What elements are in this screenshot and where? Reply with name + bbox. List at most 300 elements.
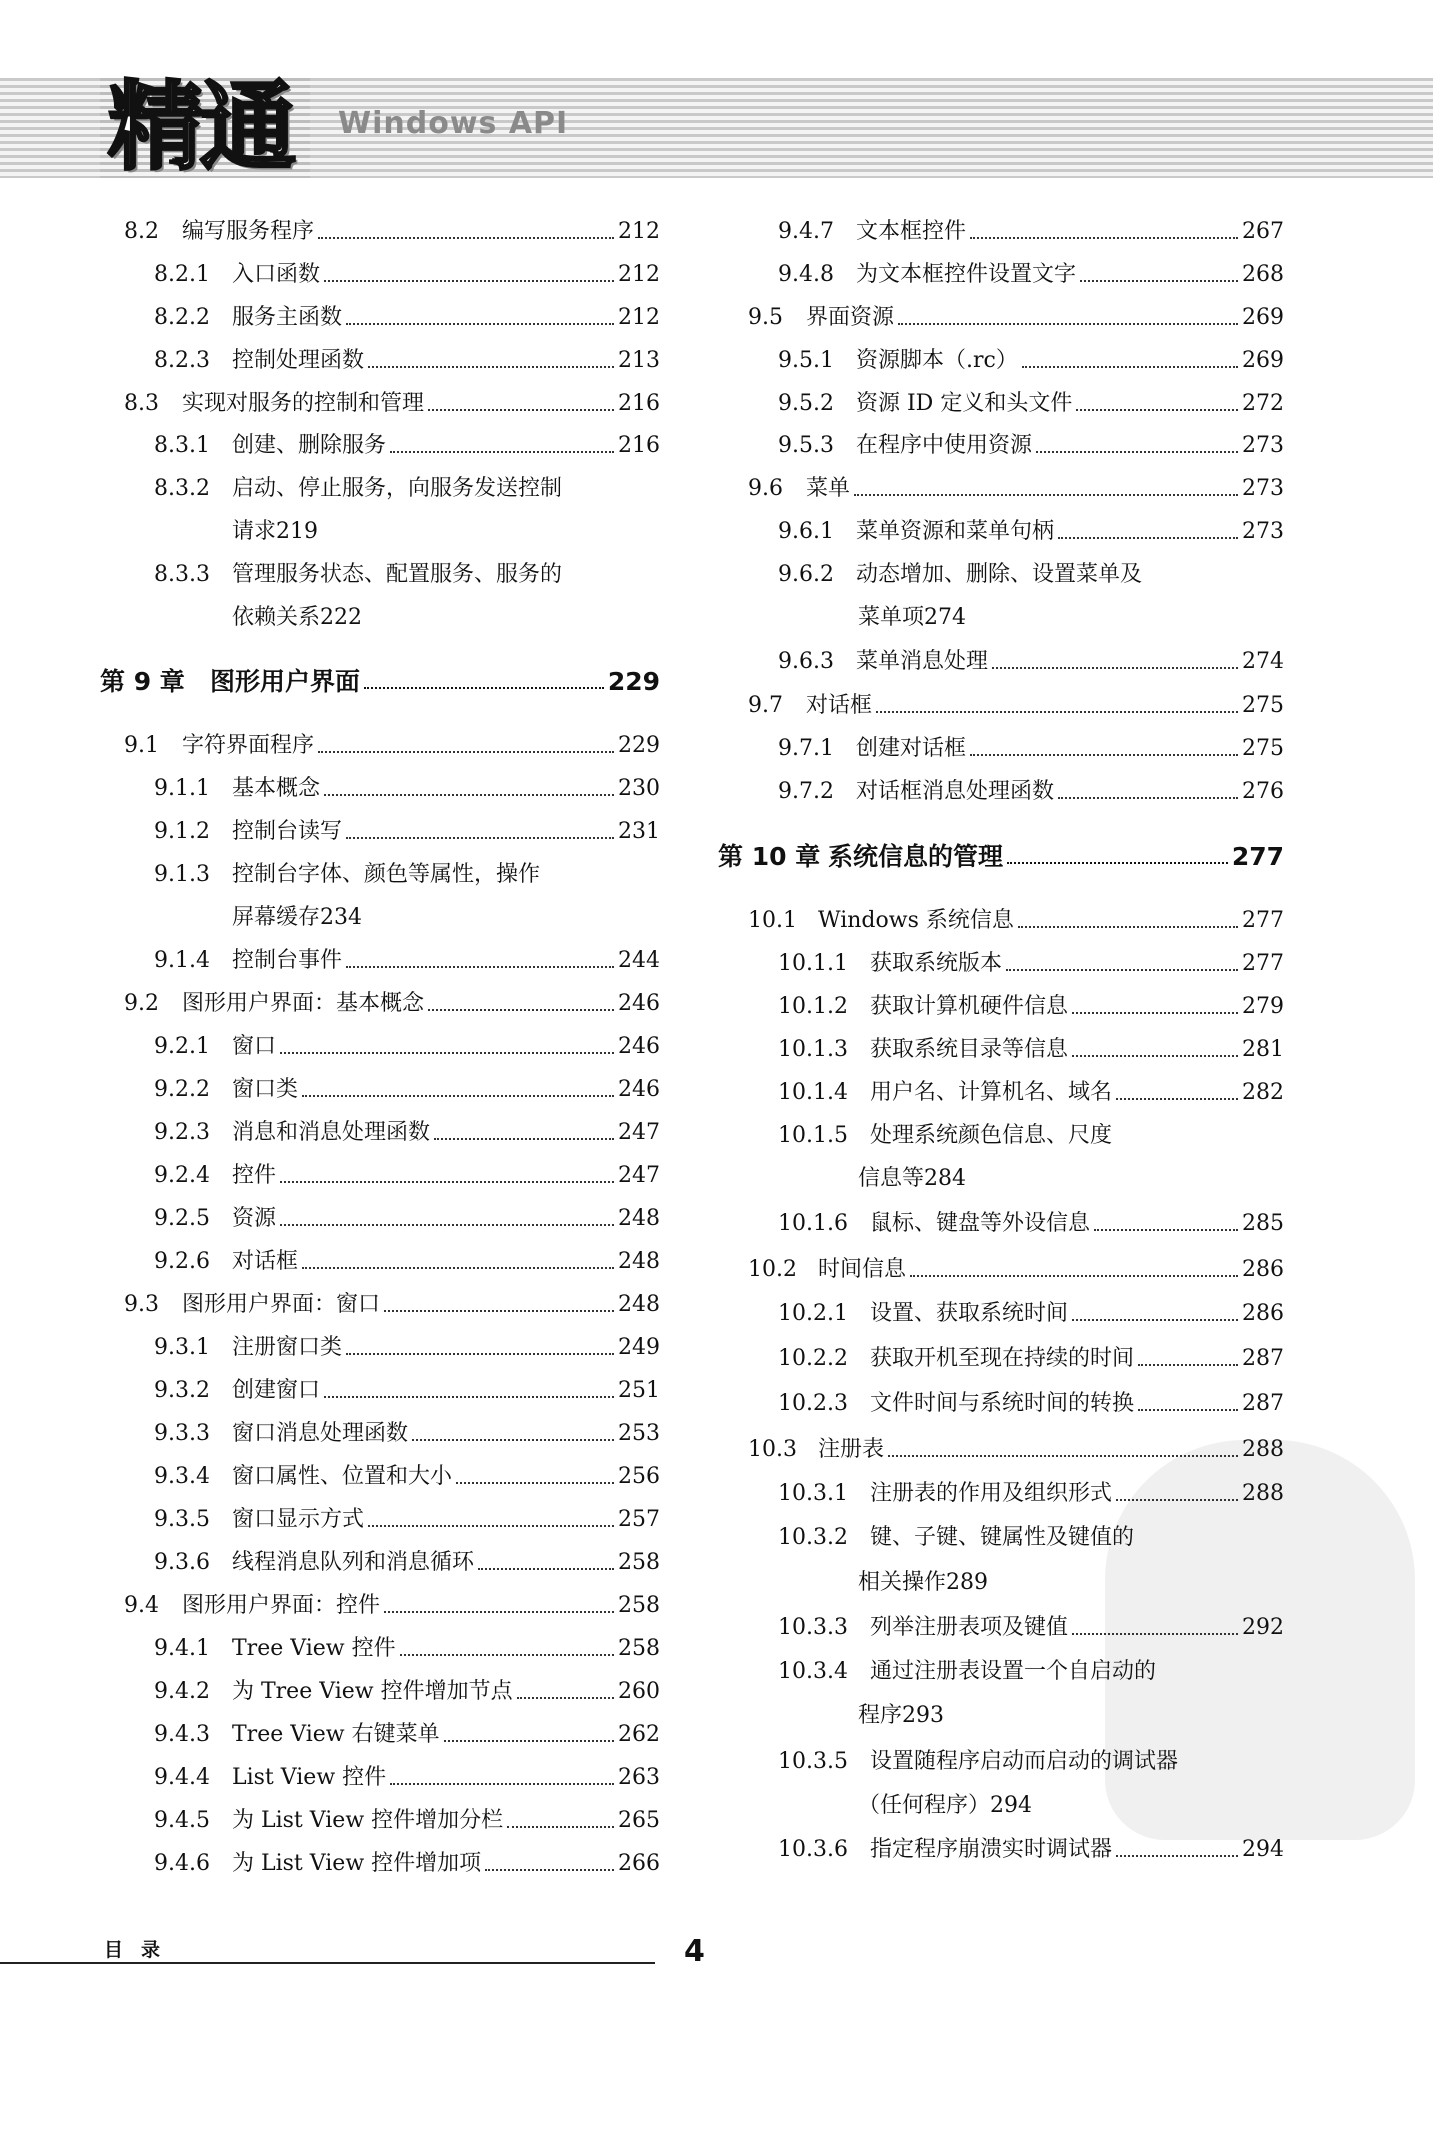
toc-entry-title: 键、子键、键属性及键值的	[870, 1525, 1135, 1550]
toc-entry-title: 注册表的作用及组织形式	[870, 1481, 1113, 1506]
dot-leader	[517, 1697, 614, 1699]
toc-chapter-entry	[100, 655, 660, 695]
toc-entry-title: 设置、获取系统时间	[870, 1301, 1069, 1326]
toc-entry	[718, 505, 1284, 545]
dot-leader	[318, 751, 614, 753]
toc-entry-page: 269	[1242, 348, 1284, 373]
toc-entry-number: 9.4.2	[154, 1679, 210, 1704]
dot-leader	[280, 1181, 614, 1183]
toc-entry-page: 275	[1242, 693, 1284, 718]
toc-entry-number: 9.5.2	[778, 391, 834, 416]
toc-entry-title: 获取系统版本	[870, 951, 1003, 976]
toc-entry-title: 控制台字体、颜色等属性，操作	[232, 862, 541, 887]
toc-entry-page: 231	[618, 819, 660, 844]
toc-entry	[718, 1243, 1284, 1283]
toc-entry	[100, 934, 660, 974]
toc-entry-number: 9.3.4	[154, 1464, 210, 1489]
toc-entry	[100, 591, 660, 631]
toc-entry-page: 277	[1242, 908, 1284, 933]
toc-entry-number: 9.1.2	[154, 819, 210, 844]
toc-entry-title: 文件时间与系统时间的转换	[870, 1391, 1135, 1416]
toc-entry	[100, 377, 660, 417]
dot-leader	[1022, 366, 1238, 368]
toc-entry-page: 286	[1242, 1257, 1284, 1282]
dot-leader	[346, 1353, 614, 1355]
toc-entry	[100, 1192, 660, 1232]
toc-entry-number: 9.2.3	[154, 1120, 210, 1145]
toc-entry	[718, 1109, 1284, 1149]
toc-entry-title: 字符界面程序	[182, 733, 315, 758]
toc-entry	[718, 205, 1284, 245]
toc-entry-page: 230	[618, 776, 660, 801]
toc-entry-number: 8.3	[124, 391, 159, 416]
toc-entry-number: 8.2.2	[154, 305, 210, 330]
toc-entry	[718, 591, 1284, 631]
toc-entry-page: 257	[618, 1507, 660, 1532]
toc-entry-page: 285	[1242, 1211, 1284, 1236]
dot-leader	[368, 366, 614, 368]
dot-leader	[854, 494, 1238, 496]
toc-entry-number: 10.3.3	[778, 1615, 848, 1640]
toc-entry-page: 222	[320, 605, 363, 630]
dot-leader	[1036, 451, 1238, 453]
toc-entry-title: 设置随程序启动而启动的调试器	[870, 1749, 1179, 1774]
toc-entry	[100, 762, 660, 802]
toc-entry-number: 10.1.1	[778, 951, 848, 976]
toc-entry-page: 274	[1242, 649, 1284, 674]
toc-entry	[100, 1665, 660, 1705]
toc-entry-title: 对话框消息处理函数	[856, 779, 1055, 804]
toc-entry-number: 9.6.1	[778, 519, 834, 544]
toc-entry-page: 251	[618, 1378, 660, 1403]
toc-entry-title: Tree View 控件	[232, 1636, 396, 1661]
toc-entry-number: 10.1.4	[778, 1080, 848, 1105]
dot-leader	[280, 1224, 614, 1226]
toc-entry-number: 10.2.1	[778, 1301, 848, 1326]
toc-entry	[100, 1321, 660, 1361]
toc-entry-title: 在程序中使用资源	[856, 433, 1033, 458]
dot-leader	[346, 966, 614, 968]
toc-entry-page: 287	[1242, 1391, 1284, 1416]
toc-entry-number: 9.5.1	[778, 348, 834, 373]
toc-entry	[100, 1364, 660, 1404]
toc-entry-page: 276	[1242, 779, 1284, 804]
toc-entry	[100, 334, 660, 374]
toc-entry-number: 9.2	[124, 991, 159, 1016]
toc-entry-page: 258	[618, 1550, 660, 1575]
dot-leader	[434, 1138, 614, 1140]
toc-entry-page: 275	[1242, 736, 1284, 761]
toc-entry-title: List View 控件	[232, 1765, 387, 1790]
dot-leader	[428, 409, 614, 411]
toc-entry-title: 系统信息的管理	[828, 842, 1004, 871]
dot-leader	[1080, 280, 1238, 282]
toc-entry	[100, 1622, 660, 1662]
toc-entry-number: 9.1.4	[154, 948, 210, 973]
toc-entry-number: 9.1.1	[154, 776, 210, 801]
toc-entry	[718, 1023, 1284, 1063]
dot-leader	[1072, 1055, 1238, 1057]
book-logo: 精通	[108, 71, 292, 183]
toc-entry-title: 请求	[232, 519, 277, 544]
toc-entry-title: 为 Tree View 控件增加节点	[232, 1679, 513, 1704]
toc-entry-number: 9.4.7	[778, 219, 834, 244]
toc-entry-number: 10.2	[748, 1257, 797, 1282]
toc-entry-number: 9.2.5	[154, 1206, 210, 1231]
dot-leader	[346, 323, 614, 325]
toc-entry-number: 8.2	[124, 219, 159, 244]
toc-entry	[718, 1601, 1284, 1641]
toc-entry-page: 279	[1242, 994, 1284, 1019]
toc-entry-number: 9.4	[124, 1593, 159, 1618]
toc-entry-title: 为文本框控件设置文字	[856, 262, 1077, 287]
toc-entry-number: 10.2.2	[778, 1346, 848, 1371]
toc-entry	[718, 1066, 1284, 1106]
toc-entry-title: 服务主函数	[232, 305, 343, 330]
toc-entry-title: 信息等	[858, 1166, 925, 1191]
toc-entry-page: 286	[1242, 1301, 1284, 1326]
toc-entry-number: 9.3.5	[154, 1507, 210, 1532]
toc-entry-number: 10.3.2	[778, 1525, 848, 1550]
toc-entry	[718, 1689, 1284, 1729]
dot-leader	[1072, 1319, 1238, 1321]
toc-entry	[100, 462, 660, 502]
toc-entry-page: 273	[1242, 433, 1284, 458]
toc-entry-page: 292	[1242, 1615, 1284, 1640]
toc-entry-number: 9.3.1	[154, 1335, 210, 1360]
toc-entry-page: 256	[618, 1464, 660, 1489]
toc-entry-number: 9.1	[124, 733, 159, 758]
dot-leader	[1007, 862, 1228, 864]
toc-entry-page: 258	[618, 1593, 660, 1618]
toc-entry-number: 8.2.3	[154, 348, 210, 373]
toc-entry-title: 鼠标、键盘等外设信息	[870, 1211, 1091, 1236]
toc-entry-title: 处理系统颜色信息、尺度	[870, 1123, 1113, 1148]
toc-entry-number: 9.1.3	[154, 862, 210, 887]
toc-entry	[718, 1152, 1284, 1192]
toc-entry	[718, 1735, 1284, 1775]
toc-entry-title: 注册窗口类	[232, 1335, 343, 1360]
toc-entry	[100, 977, 660, 1017]
toc-entry	[100, 1063, 660, 1103]
toc-entry	[100, 548, 660, 588]
toc-entry-page: 274	[924, 605, 967, 630]
toc-entry	[718, 377, 1284, 417]
toc-entry-number: 10.1.6	[778, 1211, 848, 1236]
toc-entry-page: 273	[1242, 519, 1284, 544]
toc-entry-title: 资源脚本（.rc）	[856, 348, 1018, 373]
toc-entry-number: 8.3.1	[154, 433, 210, 458]
toc-entry	[718, 1423, 1284, 1463]
dot-leader	[368, 1525, 614, 1527]
toc-entry-title: 获取开机至现在持续的时间	[870, 1346, 1135, 1371]
toc-entry-number: 9.2.4	[154, 1163, 210, 1188]
toc-entry-title: 窗口显示方式	[232, 1507, 365, 1532]
toc-entry-number: 9.4.3	[154, 1722, 210, 1747]
toc-entry	[100, 1020, 660, 1060]
toc-entry-title: Tree View 右键菜单	[232, 1722, 440, 1747]
toc-entry	[100, 1450, 660, 1490]
toc-entry-page: 229	[618, 733, 660, 758]
toc-entry-number: 8.3.3	[154, 562, 210, 587]
toc-entry	[718, 334, 1284, 374]
toc-entry-title: 动态增加、删除、设置菜单及	[856, 562, 1143, 587]
dot-leader	[898, 323, 1238, 325]
toc-entry	[100, 505, 660, 545]
dot-leader	[507, 1826, 614, 1828]
toc-entry-number: 9.3	[124, 1292, 159, 1317]
toc-entry-title: 实现对服务的控制和管理	[182, 391, 425, 416]
toc-entry-title: 启动、停止服务，向服务发送控制	[232, 476, 563, 501]
toc-entry-page: 248	[618, 1292, 660, 1317]
toc-entry-title: 创建、删除服务	[232, 433, 387, 458]
toc-entry-number: 9.2.1	[154, 1034, 210, 1059]
toc-entry-page: 253	[618, 1421, 660, 1446]
toc-entry-number: 10.1.2	[778, 994, 848, 1019]
toc-entry-page: 216	[618, 391, 660, 416]
toc-entry-title: Windows 系统信息	[818, 908, 1014, 933]
toc-entry	[718, 462, 1284, 502]
toc-entry-title: 管理服务状态、配置服务、服务的	[232, 562, 563, 587]
toc-entry	[718, 419, 1284, 459]
toc-entry-title: 获取系统目录等信息	[870, 1037, 1069, 1062]
toc-entry-number: 9.5	[748, 305, 783, 330]
toc-entry-title: 资源 ID 定义和头文件	[856, 391, 1073, 416]
toc-entry-number: 10.3.6	[778, 1837, 848, 1862]
toc-entry-number: 9.3.6	[154, 1550, 210, 1575]
dot-leader	[992, 667, 1238, 669]
toc-entry-page: 263	[618, 1765, 660, 1790]
toc-entry-page: 249	[618, 1335, 660, 1360]
toc-entry	[100, 1837, 660, 1877]
toc-entry-title: 图形用户界面：基本概念	[182, 991, 425, 1016]
toc-entry-number: 9.6	[748, 476, 783, 501]
toc-entry-title: 菜单资源和菜单句柄	[856, 519, 1055, 544]
toc-entry	[718, 765, 1284, 805]
toc-entry-title: 通过注册表设置一个自启动的	[870, 1659, 1157, 1684]
toc-entry-title: 依赖关系	[232, 605, 321, 630]
toc-entry-title: 为 List View 控件增加分栏	[232, 1808, 504, 1833]
toc-entry-page: 247	[618, 1163, 660, 1188]
toc-entry	[718, 1556, 1284, 1596]
toc-entry-number: 9.7	[748, 693, 783, 718]
toc-entry-number: 10.2.3	[778, 1391, 848, 1416]
dot-leader	[1006, 969, 1238, 971]
toc-entry	[718, 1467, 1284, 1507]
toc-entry	[718, 679, 1284, 719]
toc-entry-number: 9.4.8	[778, 262, 834, 287]
dot-leader	[1058, 797, 1238, 799]
toc-entry-title: 注册表	[818, 1437, 885, 1462]
toc-entry-title: 程序	[858, 1703, 903, 1728]
toc-entry-page: 289	[946, 1570, 989, 1595]
toc-entry-page: 262	[618, 1722, 660, 1747]
toc-entry-number: 9.4.6	[154, 1851, 210, 1876]
toc-entry	[718, 635, 1284, 675]
toc-entry-title: 编写服务程序	[182, 219, 315, 244]
toc-entry-page: 260	[618, 1679, 660, 1704]
toc-entry-title: （任何程序）	[858, 1793, 991, 1818]
toc-entry-number: 9.2.6	[154, 1249, 210, 1274]
toc-entry-page: 267	[1242, 219, 1284, 244]
toc-entry	[100, 719, 660, 759]
dot-leader	[390, 1783, 614, 1785]
dot-leader	[970, 237, 1238, 239]
toc-entry-page: 294	[1242, 1837, 1284, 1862]
dot-leader	[1072, 1012, 1238, 1014]
dot-leader	[1138, 1409, 1238, 1411]
toc-entry	[718, 1779, 1284, 1819]
toc-entry-number: 9.7.2	[778, 779, 834, 804]
dot-leader	[1138, 1364, 1238, 1366]
dot-leader	[324, 280, 614, 282]
toc-entry	[718, 1645, 1284, 1685]
dot-leader	[1116, 1098, 1238, 1100]
toc-entry-number: 9.4.5	[154, 1808, 210, 1833]
toc-entry-title: 控制处理函数	[232, 348, 365, 373]
toc-entry-page: 212	[618, 219, 660, 244]
toc-entry-title: 图形用户界面：窗口	[182, 1292, 381, 1317]
dot-leader	[444, 1740, 614, 1742]
toc-entry	[100, 419, 660, 459]
dot-leader	[390, 451, 614, 453]
toc-entry-page: 265	[618, 1808, 660, 1833]
toc-entry-page: 248	[618, 1249, 660, 1274]
toc-entry-page: 284	[924, 1166, 967, 1191]
dot-leader	[888, 1455, 1238, 1457]
toc-entry-title: 菜单项	[858, 605, 925, 630]
toc-entry	[718, 291, 1284, 331]
toc-entry-number: 10.3.4	[778, 1659, 848, 1684]
toc-entry-page: 258	[618, 1636, 660, 1661]
toc-entry	[100, 1708, 660, 1748]
toc-entry-page: 277	[1242, 951, 1284, 976]
toc-entry-number: 9.6.2	[778, 562, 834, 587]
toc-entry-title: 线程消息队列和消息循环	[232, 1550, 475, 1575]
toc-entry-page: 282	[1242, 1080, 1284, 1105]
toc-entry-title: 控制台事件	[232, 948, 343, 973]
toc-entry-title: 消息和消息处理函数	[232, 1120, 431, 1145]
toc-entry-title: 为 List View 控件增加项	[232, 1851, 482, 1876]
dot-leader	[318, 237, 614, 239]
toc-entry-number: 9.6.3	[778, 649, 834, 674]
toc-entry	[100, 205, 660, 245]
footer-section-label: 目录	[104, 1939, 179, 1961]
toc-entry-number: 第 10 章	[718, 842, 821, 871]
dot-leader	[478, 1568, 614, 1570]
dot-leader	[412, 1439, 614, 1441]
toc-entry-page: 234	[320, 905, 363, 930]
toc-entry-page: 219	[276, 519, 319, 544]
toc-entry-number: 9.2.2	[154, 1077, 210, 1102]
toc-entry-number: 10.1.3	[778, 1037, 848, 1062]
toc-entry-title: 文本框控件	[856, 219, 967, 244]
toc-entry-page: 212	[618, 305, 660, 330]
header-top	[0, 0, 1433, 78]
toc-entry-number: 9.4.1	[154, 1636, 210, 1661]
toc-entry-number: 10.3	[748, 1437, 797, 1462]
toc-entry-number: 9.3.3	[154, 1421, 210, 1446]
toc-entry-title: 图形用户界面：控件	[182, 1593, 381, 1618]
toc-entry-page: 246	[618, 991, 660, 1016]
toc-entry-page: 272	[1242, 391, 1284, 416]
toc-entry-number: 9.3.2	[154, 1378, 210, 1403]
toc-entry-title: 窗口类	[232, 1077, 299, 1102]
dot-leader	[384, 1611, 614, 1613]
dot-leader	[876, 711, 1238, 713]
dot-leader	[346, 837, 614, 839]
toc-entry-title: 入口函数	[232, 262, 321, 287]
dot-leader	[1116, 1855, 1238, 1857]
dot-leader	[1058, 537, 1238, 539]
dot-leader	[364, 687, 604, 689]
toc-entry-title: 菜单消息处理	[856, 649, 989, 674]
toc-entry-page: 216	[618, 433, 660, 458]
toc-entry-page: 266	[618, 1851, 660, 1876]
dot-leader	[1076, 409, 1238, 411]
toc-entry	[100, 1794, 660, 1834]
toc-entry-title: 图形用户界面	[210, 667, 361, 696]
toc-entry-page: 247	[618, 1120, 660, 1145]
toc-entry-page: 268	[1242, 262, 1284, 287]
toc-entry-title: 时间信息	[818, 1257, 907, 1282]
toc-entry	[718, 1332, 1284, 1372]
dot-leader	[400, 1654, 614, 1656]
toc-entry	[100, 1278, 660, 1318]
toc-entry-page: 273	[1242, 476, 1284, 501]
toc-entry	[100, 1536, 660, 1576]
dot-leader	[1018, 926, 1238, 928]
toc-entry-page: 288	[1242, 1437, 1284, 1462]
toc-entry	[718, 980, 1284, 1020]
toc-entry-number: 8.2.1	[154, 262, 210, 287]
toc-entry-page: 248	[618, 1206, 660, 1231]
toc-entry	[100, 1407, 660, 1447]
dot-leader	[302, 1267, 614, 1269]
dot-leader	[324, 1396, 614, 1398]
dot-leader	[1116, 1499, 1238, 1501]
toc-entry-page: 288	[1242, 1481, 1284, 1506]
toc-entry-title: 列举注册表项及键值	[870, 1615, 1069, 1640]
toc-entry-title: 窗口属性、位置和大小	[232, 1464, 453, 1489]
footer-rule	[0, 1962, 655, 1964]
toc-entry-title: 用户名、计算机名、域名	[870, 1080, 1113, 1105]
dot-leader	[1094, 1229, 1238, 1231]
toc-entry-page: 293	[902, 1703, 945, 1728]
toc-entry-page: 246	[618, 1077, 660, 1102]
toc-entry-page: 277	[1231, 842, 1284, 871]
toc-entry-page: 213	[618, 348, 660, 373]
toc-entry-title: 界面资源	[806, 305, 895, 330]
toc-entry-title: 屏幕缓存	[232, 905, 321, 930]
dot-leader	[384, 1310, 614, 1312]
dot-leader	[485, 1869, 614, 1871]
toc-entry-title: 控件	[232, 1163, 277, 1188]
toc-entry-page: 281	[1242, 1037, 1284, 1062]
toc-entry-title: 相关操作	[858, 1570, 947, 1595]
page-number: 4	[684, 1934, 705, 1969]
toc-entry-title: 创建对话框	[856, 736, 967, 761]
toc-entry-number: 9.4.4	[154, 1765, 210, 1790]
toc-entry	[100, 848, 660, 888]
toc-entry-title: 对话框	[806, 693, 873, 718]
toc-entry-title: 窗口消息处理函数	[232, 1421, 409, 1446]
toc-entry	[100, 1149, 660, 1189]
toc-entry	[718, 722, 1284, 762]
toc-entry	[100, 1106, 660, 1146]
toc-entry-page: 287	[1242, 1346, 1284, 1371]
toc-entry	[718, 1287, 1284, 1327]
